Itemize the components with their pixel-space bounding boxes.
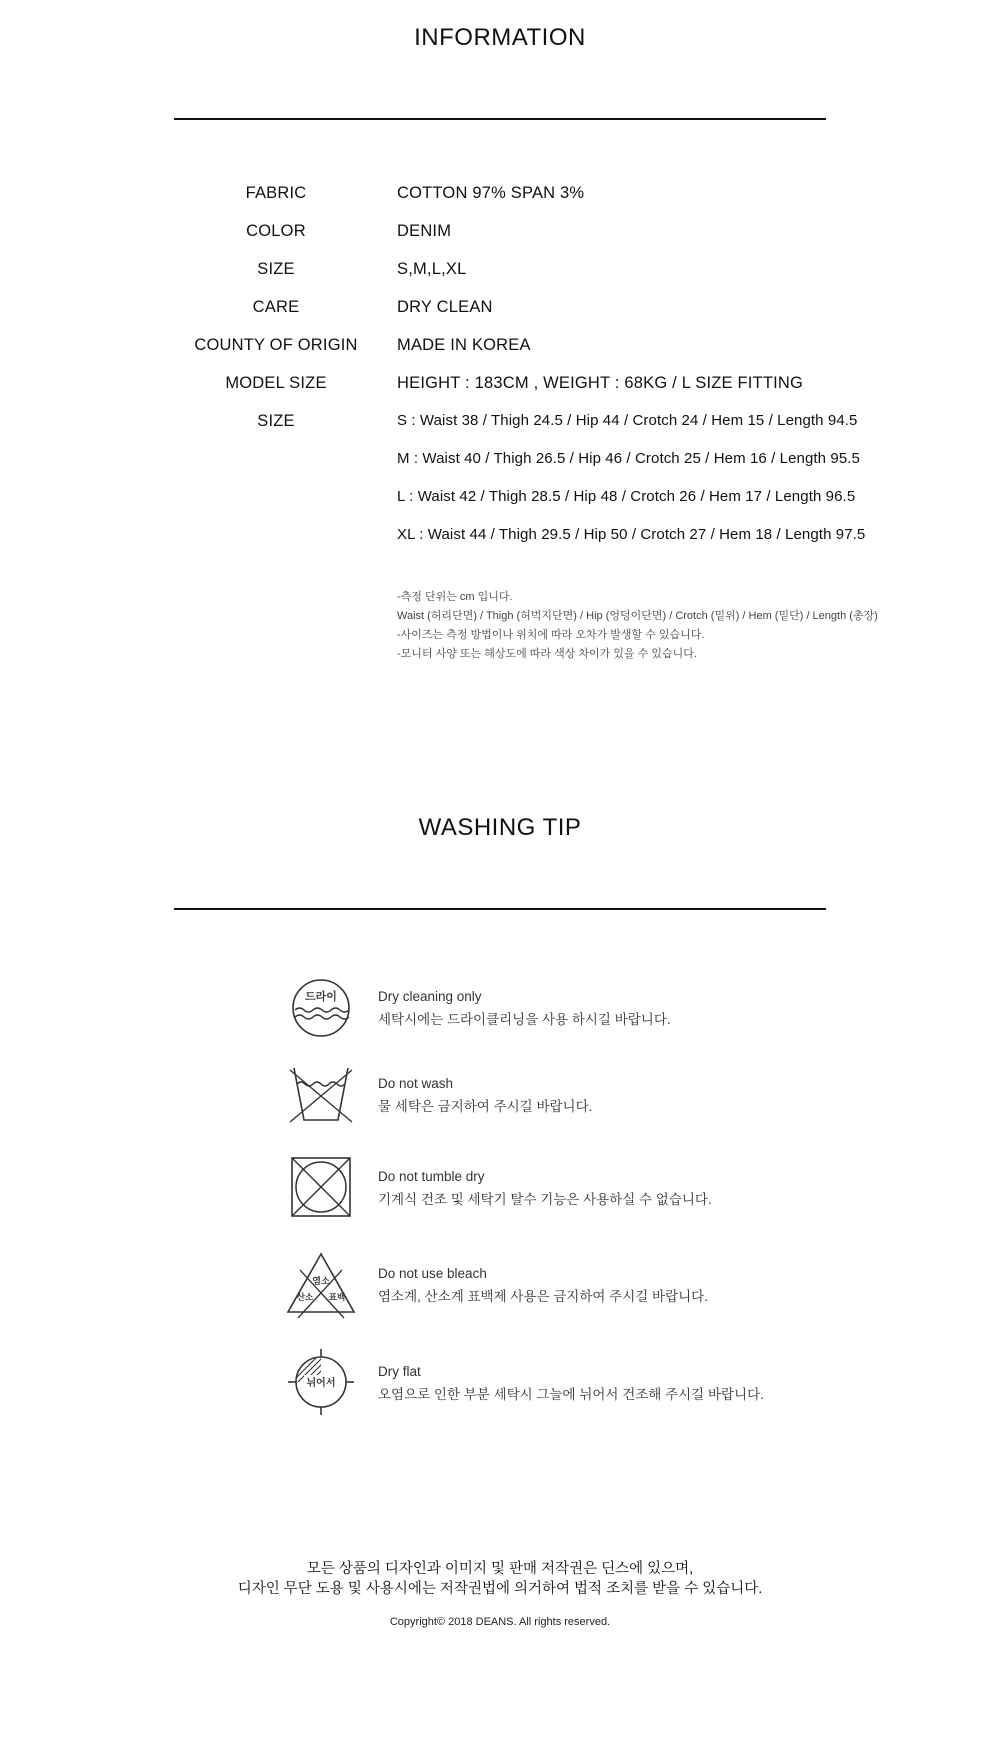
spec-value-care: DRY CLEAN (397, 298, 493, 316)
spec-label-color: COLOR (246, 222, 306, 240)
spec-value-fabric: COTTON 97% SPAN 3% (397, 184, 585, 202)
bleach-icon-text-chlorine: 염소 (312, 1277, 330, 1287)
spec-value-origin: MADE IN KOREA (397, 336, 531, 354)
bleach-icon-text-bleach: 표백 (328, 1293, 346, 1303)
dry-clean-icon-text: 드라이 (305, 990, 337, 1003)
spec-label-model-size: MODEL SIZE (225, 374, 327, 392)
size-line-s: S : Waist 38 / Thigh 24.5 / Hip 44 / Crotch 24 / Hem 15 / Length 94.5 (397, 412, 858, 429)
do-not-wash-icon (286, 1060, 356, 1130)
care-kr-do-not-tumble-dry: 기계식 건조 및 세탁기 탈수 기능은 사용하실 수 없습니다. (378, 1192, 712, 1207)
size-line-m: M : Waist 40 / Thigh 26.5 / Hip 46 / Crotch 25 / Hem 16 / Length 95.5 (397, 450, 860, 467)
note-terms: Waist (허리단면) / Thigh (허벅지단면) / Hip (엉덩이단면) / Crotch (밑위) / Hem (밑단) / Length (총장) (397, 610, 878, 622)
note-unit: -측정 단위는 cm 입니다. (397, 591, 513, 603)
size-line-l: L : Waist 42 / Thigh 28.5 / Hip 48 / Crotch 26 / Hem 17 / Length 96.5 (397, 488, 856, 505)
spec-label-size-chart: SIZE (257, 412, 295, 430)
note-tolerance: -사이즈는 측정 방법이나 위치에 따라 오차가 발생할 수 있습니다. (397, 629, 705, 641)
do-not-tumble-dry-icon (286, 1152, 356, 1222)
footer-copyright-notice-1: 모든 상품의 디자인과 이미지 및 판매 저작권은 딘스에 있으며, (306, 1561, 694, 1577)
information-divider (174, 118, 826, 120)
footer-copyright-notice-2: 디자인 무단 도용 및 사용시에는 저작권법에 의거하여 법적 조치를 받을 수 있습니다. (237, 1581, 763, 1597)
information-title: INFORMATION (414, 24, 586, 51)
spec-label-care: CARE (252, 298, 300, 316)
spec-label-size: SIZE (257, 260, 295, 278)
dry-flat-icon-text: 뉘어서 (306, 1378, 336, 1389)
care-en-dry-flat: Dry flat (378, 1364, 421, 1379)
spec-label-origin: COUNTY OF ORIGIN (194, 336, 358, 354)
care-kr-do-not-bleach: 염소계, 산소계 표백제 사용은 금지하여 주시길 바랍니다. (378, 1289, 708, 1304)
spec-label-fabric: FABRIC (245, 184, 307, 202)
care-kr-dry-clean: 세탁시에는 드라이클리닝을 사용 하시길 바랍니다. (378, 1012, 671, 1027)
care-en-do-not-tumble-dry: Do not tumble dry (378, 1169, 485, 1184)
footer-copyright: Copyright© 2018 DEANS. All rights reserved. (389, 1616, 611, 1628)
care-en-do-not-bleach: Do not use bleach (378, 1266, 487, 1281)
care-kr-do-not-wash: 물 세탁은 금지하여 주시길 바랍니다. (378, 1099, 593, 1114)
dry-clean-icon (286, 973, 356, 1043)
washing-divider (174, 908, 826, 910)
do-not-bleach-icon (286, 1250, 356, 1320)
note-monitor: -모니터 사양 또는 해상도에 따라 색상 차이가 있을 수 있습니다. (397, 648, 697, 660)
bleach-icon-text-oxygen: 산소 (296, 1293, 314, 1303)
spec-value-color: DENIM (397, 222, 452, 240)
care-kr-dry-flat: 오염으로 인한 부분 세탁시 그늘에 뉘어서 건조해 주시길 바랍니다. (378, 1387, 764, 1402)
spec-value-size: S,M,L,XL (397, 260, 467, 278)
care-en-dry-clean: Dry cleaning only (378, 989, 482, 1004)
size-line-xl: XL : Waist 44 / Thigh 29.5 / Hip 50 / Crotch 27 / Hem 18 / Length 97.5 (397, 526, 866, 543)
care-en-do-not-wash: Do not wash (378, 1076, 454, 1091)
washing-title: WASHING TIP (418, 814, 582, 841)
spec-value-model-size: HEIGHT : 183CM , WEIGHT : 68KG / L SIZE FITTING (397, 374, 804, 392)
dry-flat-icon (286, 1347, 356, 1417)
